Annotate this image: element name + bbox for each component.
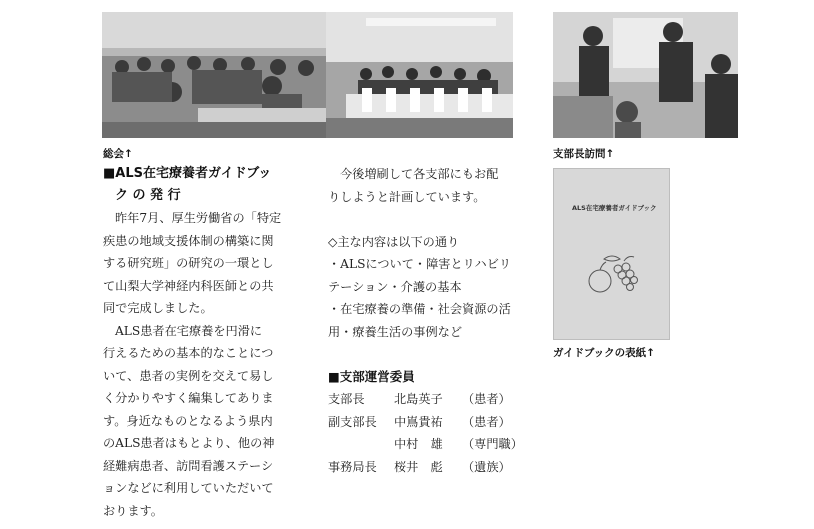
committee-member-row bbox=[328, 456, 528, 479]
body-line: て山梨大学神経内科医師との共 bbox=[103, 278, 274, 293]
article-column-2 bbox=[328, 163, 518, 343]
member-note: （患者） bbox=[462, 414, 511, 429]
article-heading-line: ■ALS在宅療養者ガイドブッ bbox=[103, 166, 272, 181]
member-note: （専門職） bbox=[462, 437, 523, 451]
caption-branch-visit: 支部長訪問↑ bbox=[553, 148, 615, 160]
committee-section bbox=[328, 366, 528, 478]
meeting-photo-left bbox=[102, 12, 326, 138]
article-body bbox=[103, 207, 293, 522]
member-name: 桜井 彪 bbox=[394, 459, 443, 474]
body-line: 行えるための基本的なことにつ bbox=[103, 346, 274, 360]
contents-line: テーション・介護の基本 bbox=[328, 279, 462, 294]
caption-general-meeting: 総会↑ bbox=[103, 148, 133, 160]
caption-guidebook-cover: ガイドブックの表紙↑ bbox=[553, 347, 655, 359]
committee-member-row bbox=[328, 411, 528, 434]
article-column-1 bbox=[103, 163, 293, 522]
body-line: く分かりやすく編集してありま bbox=[103, 391, 274, 405]
guidebook-cover-title: ALS在宅療養者ガイドブック bbox=[572, 204, 657, 212]
contents-line: ・在宅療養の準備・社会資源の活 bbox=[328, 302, 511, 316]
committee-member-row bbox=[328, 388, 528, 411]
member-role: 支部長 bbox=[328, 392, 365, 406]
body-line: りしようと計画しています。 bbox=[328, 189, 486, 204]
committee-member-row bbox=[328, 433, 528, 456]
member-role: 副支部長 bbox=[328, 414, 377, 429]
body-line: 経難病患者、訪問看護ステーシ bbox=[103, 458, 274, 473]
body-line: いて、患者の実例を交えて易し bbox=[103, 368, 274, 383]
body-line: 同で完成しました。 bbox=[103, 301, 213, 315]
meeting-photo-right bbox=[326, 12, 513, 138]
guidebook-cover-image bbox=[553, 168, 670, 340]
member-name: 中嶌貴祐 bbox=[394, 414, 443, 429]
member-note: （患者） bbox=[462, 392, 511, 406]
member-role: 事務局長 bbox=[328, 459, 377, 474]
article-heading bbox=[103, 163, 293, 207]
body-line: のALS患者はもとより、他の神 bbox=[103, 436, 275, 450]
contents-line: 用・療養生活の事例など bbox=[328, 324, 463, 339]
body-line: 疾患の地域支援体制の構築に関 bbox=[103, 233, 274, 248]
fruit-illustration bbox=[584, 251, 640, 297]
body-line: ョンなどに利用していただいて bbox=[103, 481, 274, 495]
contents-line: ・ALSについて・障害とリハビリ bbox=[328, 257, 512, 271]
body-line: おります。 bbox=[103, 503, 163, 518]
body-line: 昨年7月、厚生労働省の「特定 bbox=[115, 211, 282, 225]
branch-visit-photo bbox=[553, 12, 738, 138]
member-name: 北島英子 bbox=[394, 392, 443, 406]
body-line: 今後増刷して各支部にもお配 bbox=[340, 167, 499, 181]
body-line: ALS患者在宅療養を円滑に bbox=[115, 323, 263, 338]
member-name: 中村 雄 bbox=[394, 437, 443, 451]
article-heading-line: ク の 発 行 bbox=[115, 188, 181, 203]
member-role bbox=[328, 433, 394, 456]
spacer bbox=[328, 208, 518, 231]
committee-heading: ■支部運営委員 bbox=[328, 369, 415, 384]
member-note: （遺族） bbox=[462, 459, 511, 474]
contents-heading: ◇主な内容は以下の通り bbox=[328, 234, 460, 249]
body-line: する研究班」の研究の一環とし bbox=[103, 256, 274, 270]
body-line: す。身近なものとなるよう県内 bbox=[103, 413, 273, 428]
